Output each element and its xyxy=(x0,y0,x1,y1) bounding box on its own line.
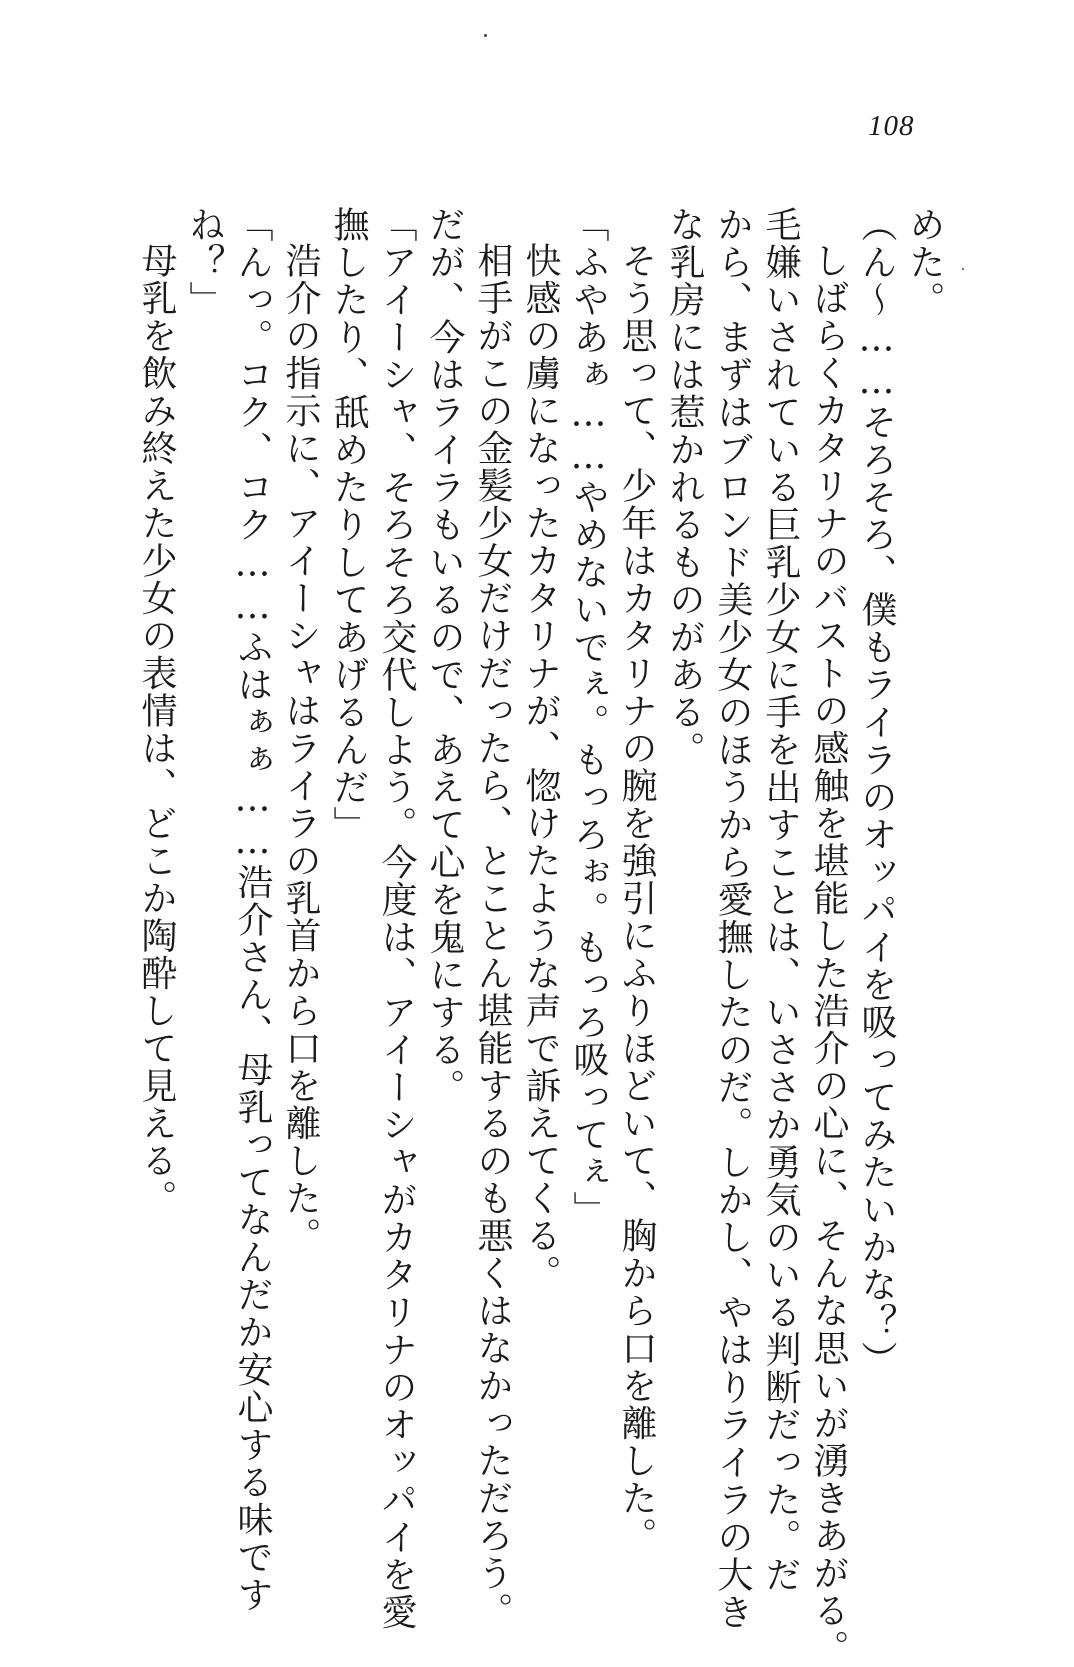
page-number: 108 xyxy=(868,110,915,142)
text-line: だが、今はライラもいるので、あえて心を鬼にする。 xyxy=(424,206,465,1106)
text-line: 「んっ。コク、コク……ふはぁぁ……浩介さん、母乳ってなんだか安心する味です xyxy=(232,206,273,1614)
text-line: しばらくカタリナのバストの感触を堪能した浩介の心に、そんな思いが湧きあがる。 xyxy=(808,242,849,1667)
ink-speck xyxy=(962,268,964,270)
text-line: （ん〜……そろそろ、僕もライラのオッパイを吸ってみたいかな？） xyxy=(856,206,897,1379)
text-line: 撫したり、舐めたりしてあげるんだ」 xyxy=(328,206,369,844)
text-line: そう思って、少年はカタリナの腕を強引にふりほどいて、胸から口を離した。 xyxy=(616,242,657,1555)
text-line: 母乳を飲み終えた少女の表情は、どこか陶酔して見える。 xyxy=(136,242,177,1217)
text-line: 快感の虜になったカタリナが、惚けたような声で訴えてくる。 xyxy=(520,242,561,1292)
text-line: 浩介の指示に、アイーシャはライラの乳首から口を離した。 xyxy=(280,242,321,1255)
text-line: ね？」 xyxy=(184,206,225,319)
text-line: 「アイーシャ、そろそろ交代しよう。今度は、アイーシャがカタリナのオッパイを愛 xyxy=(376,206,417,1631)
text-line: な乳房には惹かれるものがある。 xyxy=(664,206,705,769)
text-line: 相手がこの金髪少女だけだったら、とことん堪能するのも悪くはなかっただろう。 xyxy=(472,242,513,1630)
ink-speck xyxy=(484,34,487,37)
text-line: 「ふやあぁ……やめないでぇ。もっろぉ。もっろ吸ってぇ」 xyxy=(568,206,609,1229)
text-line: めた。 xyxy=(904,206,945,319)
text-line: から、まずはブロンド美少女のほうから愛撫したのだ。しかし、やはりライラの大き xyxy=(712,206,753,1631)
text-line: 毛嫌いされている巨乳少女に手を出すことは、いささか勇気のいる判断だった。だ xyxy=(760,206,801,1594)
